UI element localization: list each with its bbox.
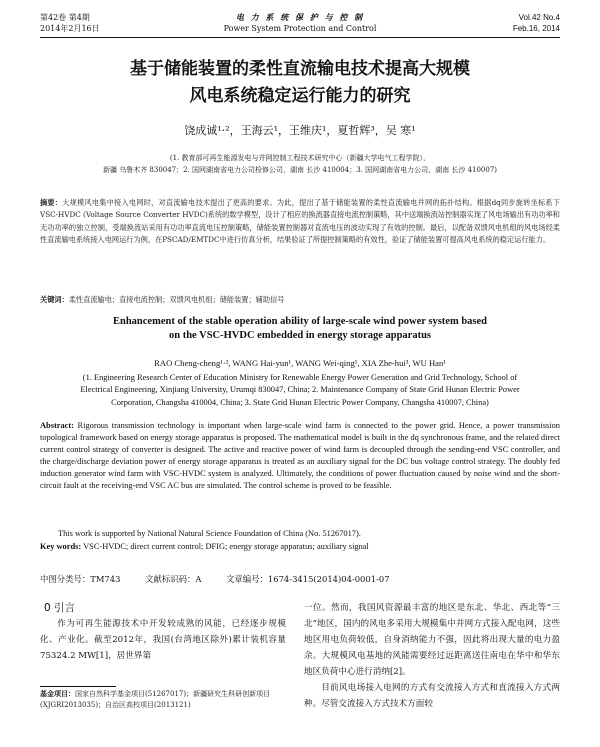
keywords-en-label: Key words: [40,542,82,551]
affiliations-en [40,372,560,409]
affiliation-cn-line-1: (1. 教育部可再生能源发电与并网控制工程技术研究中心（新疆大学电气工程学院）， [169,154,431,162]
keywords-cn-text: 柔性直流输电；直接电流控制；双馈风电机组；储能装置；辅助信号 [68,295,285,304]
affiliation-en-line-2: Electrical Engineering, Xinjiang University, Urumqi 830047, China; 2. Maintenance Company of State Grid Hunan Electric Power [80,385,520,395]
abstract-cn-text: 大规模风电集中接入电网时，对直流输电技术提出了更高的要求。为此，提出了基于储能装置的柔性直流输电并网的拓扑结构。根据dq同步旋转坐标系下VSC-HVDC (Voltage Source Converter HVDC)系统的数学模型，设计了相应的换流器直接电流控制策略，其中送端换流站控制器实现了风电场输出有功功率和无功功率的独立控制，受端换流站采用有功功率直流电压控制策略，储能装置控制器对直流电压的波动实现了有效的控制。最后，以配备双馈风电机组的风电场经柔性直流输电系统接入电网运行为例，在PSCAD/EMTDC中进行仿真分析，结果验证了所提控制策略的有效性，验证了储能装置可提高风电系统的稳定运行能力。 [40,198,560,244]
section-heading-introduction: 0 引言 [44,602,76,614]
affiliation-en-line-1: (1. Engineering Research Center of Education Ministry for Renewable Energy Power Generation and Grid Technology, School of [82,373,518,382]
authors-cn: 饶成诚¹·²，王海云¹，王维庆¹，夏哲辉³，吴 寒¹ [184,124,416,137]
intro-paragraph-1: 作为可再生能源技术中开发较成熟的风能，已经逐步规模化、产业化。截至2012年，我国(台湾地区除外)累计装机容量75324.2 MW[1]，居世界第 [40,619,286,661]
abstract-cn-label: 摘要： [40,198,63,207]
journal-name-cn: 电 力 系 统 保 护 与 控 制 [235,12,365,22]
footnote-divider [40,686,116,687]
keywords-en-text: VSC-HVDC; direct current control; DFIG; energy storage apparatus; auxiliary signal [83,542,369,551]
intro-paragraph-1-continued: 一位。然而，我国风资源最丰富的地区是东北、华北、西北等“三北”地区，国内的风电多采用大规模集中并网方式接入配电网，这些地区用电负荷较低，自身消纳能力不强，因此将出现大量的电力盈余。大规模风电基地的风能需要经过远距离送往南电在华中和华东地区负荷中心进行消纳[2]。 [304,603,560,677]
paper-title-en [40,315,560,343]
authors-en: RAO Cheng-cheng¹·², WANG Hai-yun¹, WANG Wei-qing¹, XIA Zhe-hui³, WU Han¹ [154,358,446,368]
intro-paragraph-2: 目前风电场接入电网的方式有交流接入方式和直流接入方式两种。尽管交流接入方式技术方面较 [304,683,560,709]
body-column-right [304,600,560,712]
article-number: 文章编号：1674-3415(2014)04-0001-07 [226,574,390,584]
running-header-right [460,12,560,34]
affiliations-cn [40,152,560,176]
footnote-label: 基金项目： [40,690,75,698]
volume-issue-en: Vol.42 No.4 [518,13,560,22]
abstract-en-label: Abstract: [40,421,74,430]
affiliation-en-line-3: Corporation, Changsha 410004, China; 3. State Grid Hunan Electric Power Company, Changsha 410007, China) [111,397,489,407]
keywords-cn-label: 关键词： [40,295,69,304]
header-divider [40,37,560,38]
classification-line [40,573,560,585]
paper-title-cn [40,56,560,110]
title-cn-line-2: 风电系统稳定运行能力的研究 [189,86,411,106]
footnote-text: 国家自然科学基金项目(51267017)；新疆研究生科研创新项目(XJGRI2013035)；自治区高校项目(2013121) [40,690,271,710]
abstract-en [40,420,560,493]
funding-footnote-cn [40,689,286,711]
title-en-line-2: on the VSC-HVDC embedded in energy storage apparatus [168,330,432,341]
volume-issue-cn: 第42卷 第4期 [40,13,90,22]
document-code: 文献标识码：A [145,574,202,584]
keywords-en [40,541,560,553]
funding-statement-en: This work is supported by National Natural Science Foundation of China (No. 51267017). [58,529,361,538]
clc-number: 中图分类号：TM743 [40,574,121,584]
body-column-left [40,600,286,664]
abstract-cn [40,197,560,246]
title-cn-line-1: 基于储能装置的柔性直流输电技术提高大规模 [130,59,470,79]
abstract-en-text: Rigorous transmission technology is important when large-scale wind farm is connected to the power grid. Hence, a power transmission topological framework based on energy storage apparatus is proposed. The mathematical model is built in the dq synchronous frame, and the related direct current control strategy of converter is designed. The active and reactive power of wind farm is decoupled through the sending-end VSC controller, and the charge/discharge deviation power of energy storage apparatus is treated as an auxiliary signal for the DC bus voltage control strategy. The doubly fed induction generator wind farm with VSC-HVDC system is analyzed. Ultimately, the conditions of power fluctuation caused by noise wind and the short-circuit fault at the receiving-end VSC AC bus are simulated. The control scheme is proved to be feasible. [40,421,560,491]
running-header-left [40,12,140,34]
running-header-center [170,12,430,34]
title-en-line-1: Enhancement of the stable operation ability of large-scale wind power system based [113,316,487,327]
date-cn: 2014年2月16日 [40,24,100,33]
keywords-cn [40,294,560,306]
journal-name-en: Power System Protection and Control [223,24,377,33]
date-en: Feb.16, 2014 [512,24,560,33]
affiliation-cn-line-2: 新疆 乌鲁木齐 830047；2. 国网湖南省电力公司检修公司，湖南 长沙 410004；3. 国网湖南省电力公司，湖南 长沙 410007) [102,166,498,174]
